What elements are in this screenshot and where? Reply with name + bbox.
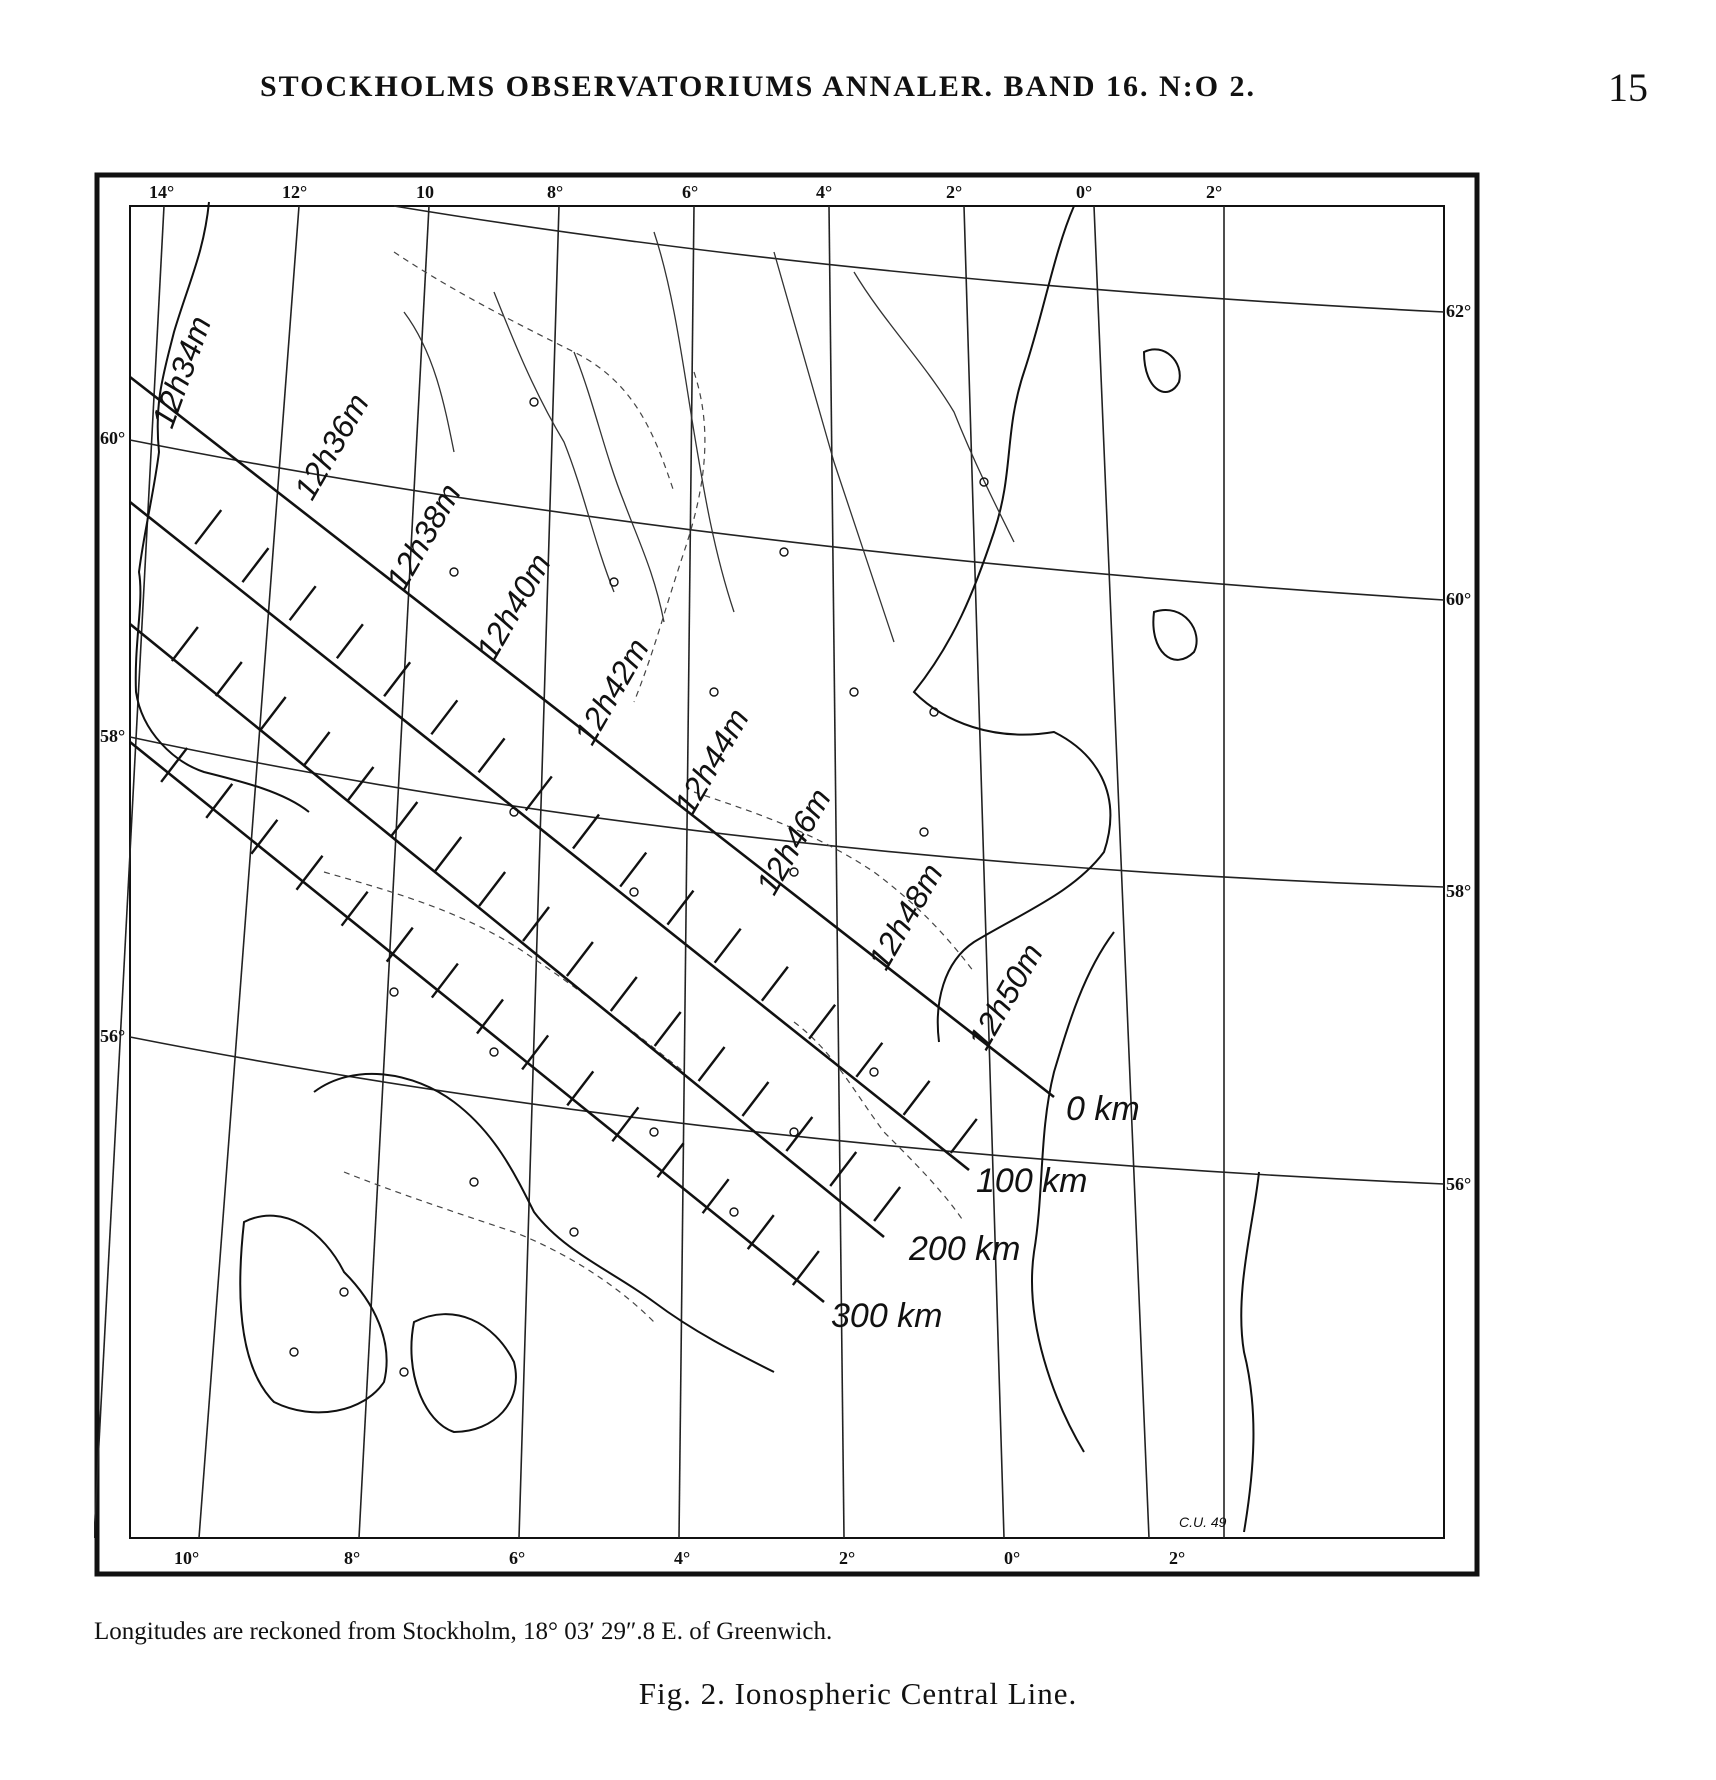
hatch-mark [655, 1012, 681, 1046]
hatch-mark [742, 1082, 768, 1116]
hatch-mark [297, 856, 323, 890]
draftsman-initials: C.U. 49 [1179, 1514, 1227, 1530]
hatch-mark [391, 802, 417, 836]
figure-caption: Fig. 2. Ionospheric Central Line. [638, 1676, 1078, 1711]
hatch-mark [667, 891, 693, 925]
hatch-mark [432, 964, 458, 998]
time-label: 12h44m [666, 702, 756, 821]
distance-label-300km: 300 km [831, 1297, 943, 1335]
distance-label-100km: 100 km [976, 1162, 1088, 1200]
towns [290, 398, 988, 1376]
top-longitude-label: 0° [1076, 182, 1093, 202]
time-label: 12h40m [468, 547, 558, 666]
top-longitude-label: 6° [682, 182, 699, 202]
rivers [404, 232, 1014, 642]
hatch-mark [522, 1035, 548, 1069]
right-tick-labels [1446, 301, 1471, 1194]
hatch-mark [874, 1187, 900, 1221]
bottom-longitude-label: 4° [674, 1548, 691, 1568]
hatch-mark [384, 662, 410, 696]
hatch-mark [526, 776, 552, 810]
hatch-mark [251, 820, 277, 854]
time-label: 12h38m [378, 477, 468, 596]
left-latitude-label: 58° [100, 726, 126, 746]
top-longitude-label: 2° [1206, 182, 1223, 202]
hatch-mark [573, 815, 599, 849]
time-label: 12h36m [286, 387, 376, 506]
bottom-longitude-label: 2° [1169, 1548, 1186, 1568]
left-tick-labels [100, 428, 125, 1046]
hatch-mark [567, 942, 593, 976]
hatch-mark [342, 892, 368, 926]
bottom-longitude-label: 10° [174, 1548, 200, 1568]
hatch-mark [658, 1143, 684, 1177]
hatch-mark [715, 929, 741, 963]
longitude-note: Longitudes are reckoned from Stockholm, 18° 03′ 29″.8 E. of Greenwich. [94, 1618, 833, 1645]
hatch-mark [347, 767, 373, 801]
hatch-mark [477, 1000, 503, 1034]
hatch-mark [699, 1047, 725, 1081]
top-longitude-label: 12° [282, 182, 308, 202]
hatch-mark [216, 662, 242, 696]
hatch-mark [195, 510, 221, 544]
line-300km [130, 742, 824, 1302]
right-latitude-label: 62° [1446, 301, 1472, 321]
top-tick-labels [149, 182, 1222, 202]
bottom-tick-labels [174, 1548, 1185, 1568]
dashed-hatches [161, 510, 977, 1285]
time-label: 12h34m [144, 311, 219, 433]
top-longitude-label: 8° [547, 182, 564, 202]
hatch-mark [611, 977, 637, 1011]
top-longitude-label: 10 [416, 182, 434, 202]
right-latitude-label: 58° [1446, 881, 1472, 901]
hatch-mark [793, 1251, 819, 1285]
hatch-mark [830, 1152, 856, 1186]
page-header [0, 64, 1716, 124]
hatch-mark [567, 1071, 593, 1105]
hatch-mark [951, 1119, 977, 1153]
hatch-mark [703, 1179, 729, 1213]
hatch-mark [762, 967, 788, 1001]
top-longitude-label: 14° [149, 182, 175, 202]
top-longitude-label: 4° [816, 182, 833, 202]
page-number: 15 [1608, 65, 1648, 110]
hatch-mark [612, 1107, 638, 1141]
time-label: 12h48m [860, 857, 950, 976]
line-100km [130, 502, 969, 1170]
hatch-mark [620, 853, 646, 887]
parallels [130, 206, 1444, 1184]
left-latitude-label: 60° [100, 428, 126, 448]
time-label: 12h50m [960, 937, 1050, 1056]
central-line-band [130, 377, 1054, 1302]
hatch-mark [172, 627, 198, 661]
hatch-mark [290, 586, 316, 620]
hatch-mark [479, 872, 505, 906]
left-latitude-label: 56° [100, 1026, 126, 1046]
line-200km [130, 624, 884, 1237]
bottom-longitude-label: 8° [344, 1548, 361, 1568]
ionospheric-map [94, 172, 1480, 1577]
time-label: 12h46m [748, 782, 838, 901]
hatch-mark [435, 837, 461, 871]
hatch-mark [809, 1005, 835, 1039]
distance-labels [831, 1090, 1140, 1335]
distance-label-200km: 200 km [909, 1230, 1021, 1268]
hatch-mark [748, 1215, 774, 1249]
hatch-mark [431, 700, 457, 734]
coastlines [136, 202, 1259, 1532]
hatch-mark [304, 732, 330, 766]
right-latitude-label: 56° [1446, 1174, 1472, 1194]
top-longitude-label: 2° [946, 182, 963, 202]
map-svg [94, 172, 1480, 1577]
bottom-longitude-label: 0° [1004, 1548, 1021, 1568]
time-label: 12h42m [566, 632, 656, 751]
hatch-mark [904, 1081, 930, 1115]
hatch-mark [260, 697, 286, 731]
hatch-mark [242, 548, 268, 582]
hatch-mark [337, 624, 363, 658]
hatch-mark [479, 738, 505, 772]
distance-label-0km: 0 km [1066, 1090, 1140, 1128]
running-title: STOCKHOLMS OBSERVATORIUMS ANNALER. BAND 16. N:O 2. [260, 70, 1257, 103]
hatch-mark [523, 907, 549, 941]
meridians [94, 206, 1224, 1538]
right-latitude-label: 60° [1446, 589, 1472, 609]
bottom-longitude-label: 6° [509, 1548, 526, 1568]
bottom-longitude-label: 2° [839, 1548, 856, 1568]
